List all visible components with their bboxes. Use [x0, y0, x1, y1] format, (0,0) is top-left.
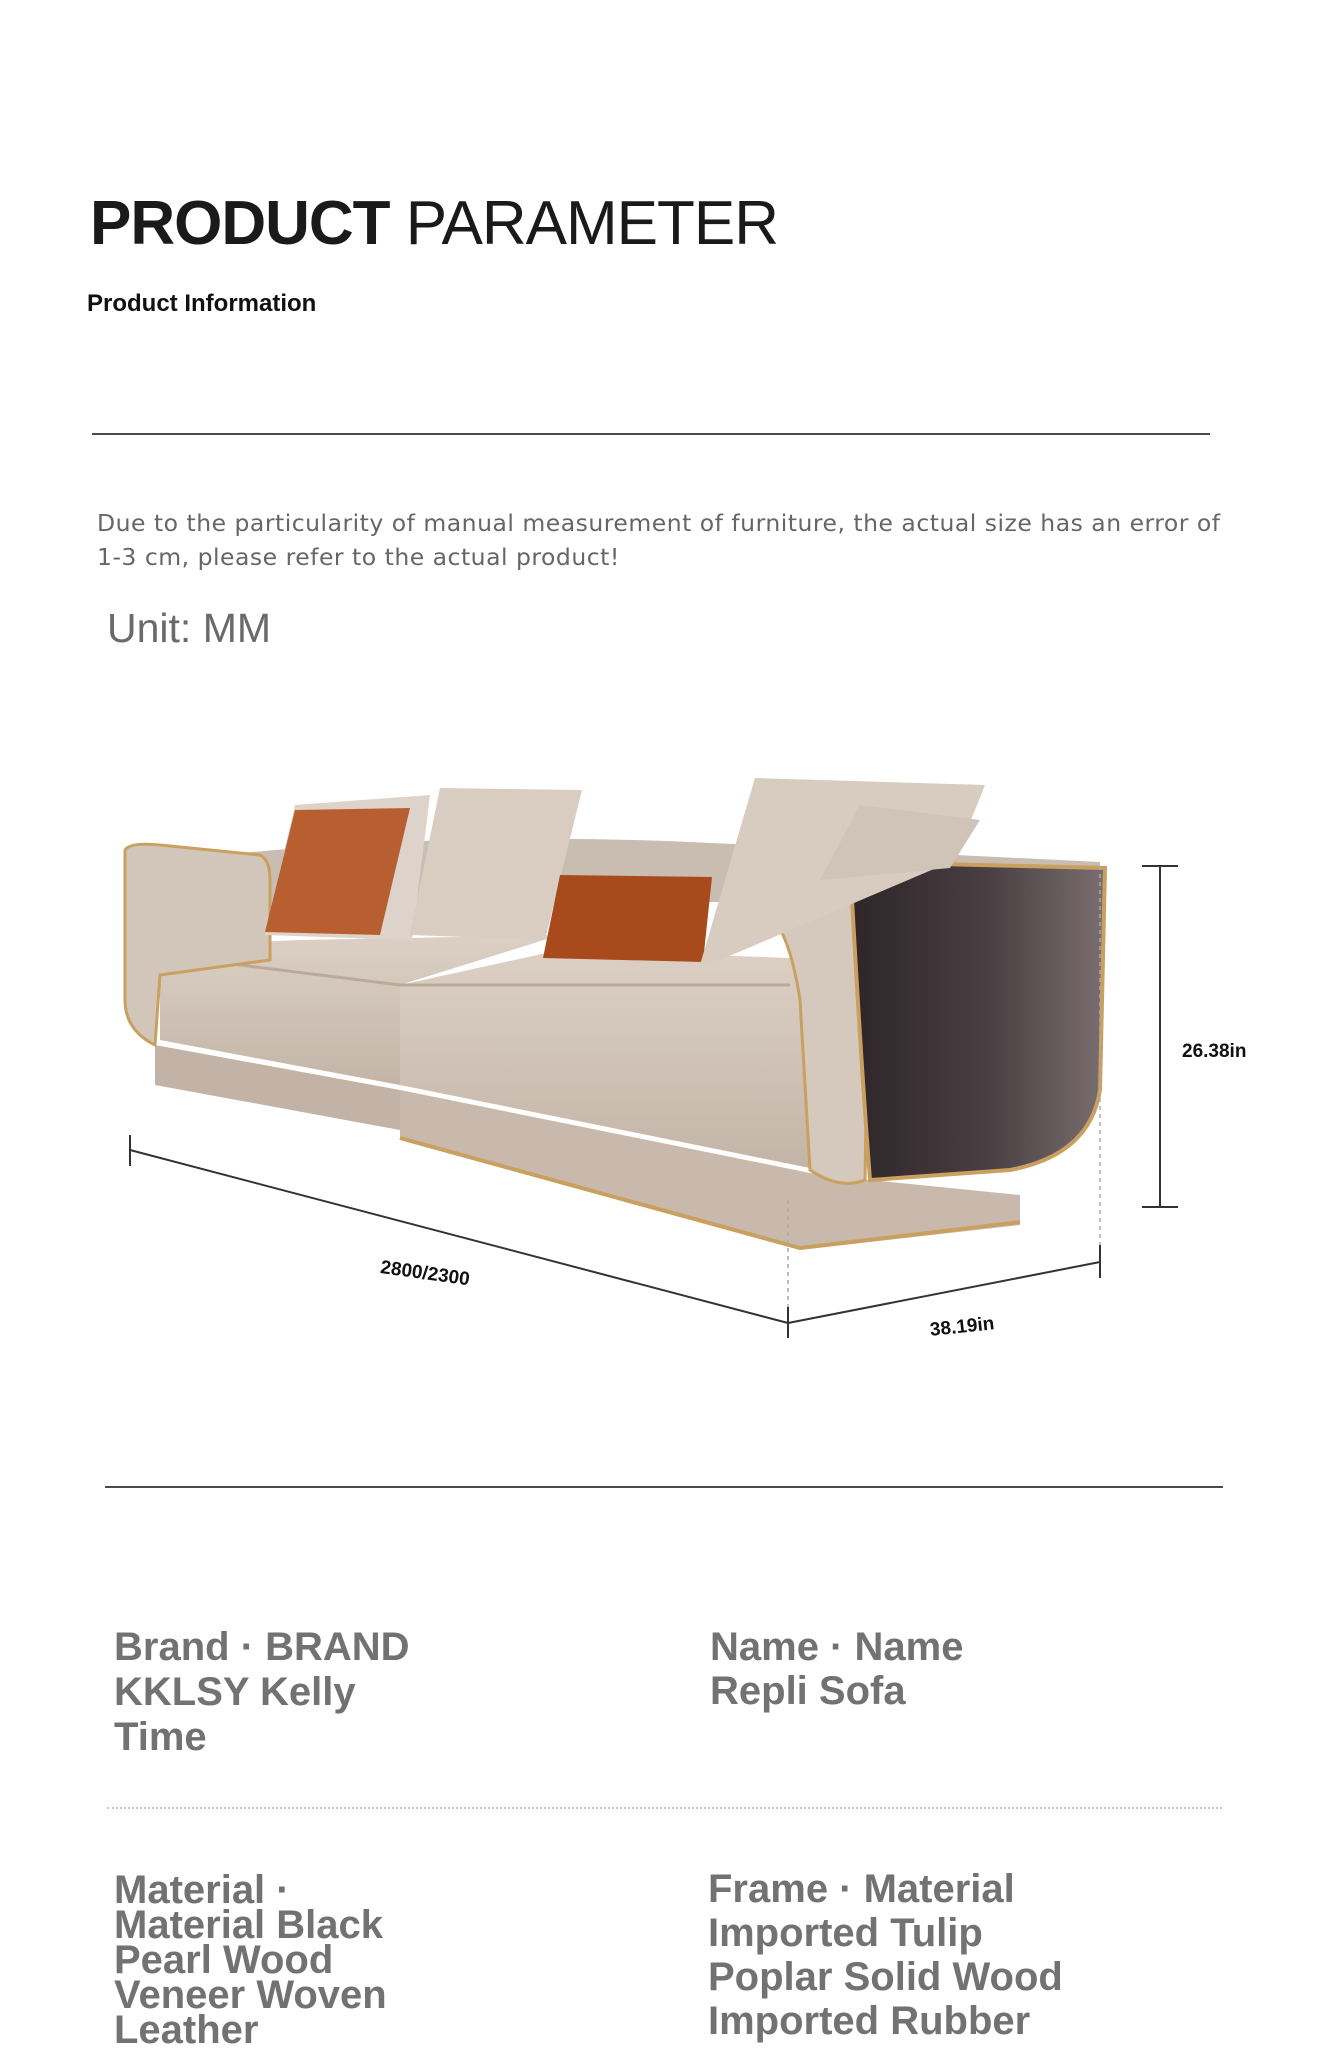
page-title	[90, 188, 778, 259]
title-bold: PRODUCT	[90, 189, 390, 258]
unit-label: Unit: MM	[107, 605, 271, 651]
measurement-note: Due to the particularity of manual measurement of furniture, the actual size has an error of 1-3 cm, please refer to the actual product!	[97, 509, 1221, 571]
length-dimension-label: 2800/2300	[379, 1257, 471, 1291]
height-dimension-label: 26.38in	[1182, 1041, 1247, 1062]
page-subtitle: Product Information	[87, 290, 317, 317]
sofa-diagram	[0, 740, 1322, 1380]
parameter-separator	[107, 1807, 1222, 1809]
frame-parameter: Frame · Material Imported Tulip Poplar Solid Wood Imported Rubber	[708, 1867, 1063, 2043]
material-parameter: Material · Material Black Pearl Wood Veneer Woven Leather	[114, 1868, 387, 2052]
top-divider	[92, 433, 1210, 435]
name-parameter: Name · Name Repli Sofa	[710, 1625, 964, 1713]
depth-dimension-label: 38.19in	[929, 1313, 996, 1341]
sofa-image	[125, 778, 1105, 1250]
brand-parameter: Brand · BRAND KKLSY Kelly Time	[114, 1625, 410, 1759]
title-light: PARAMETER	[405, 189, 779, 258]
middle-divider	[105, 1486, 1223, 1488]
